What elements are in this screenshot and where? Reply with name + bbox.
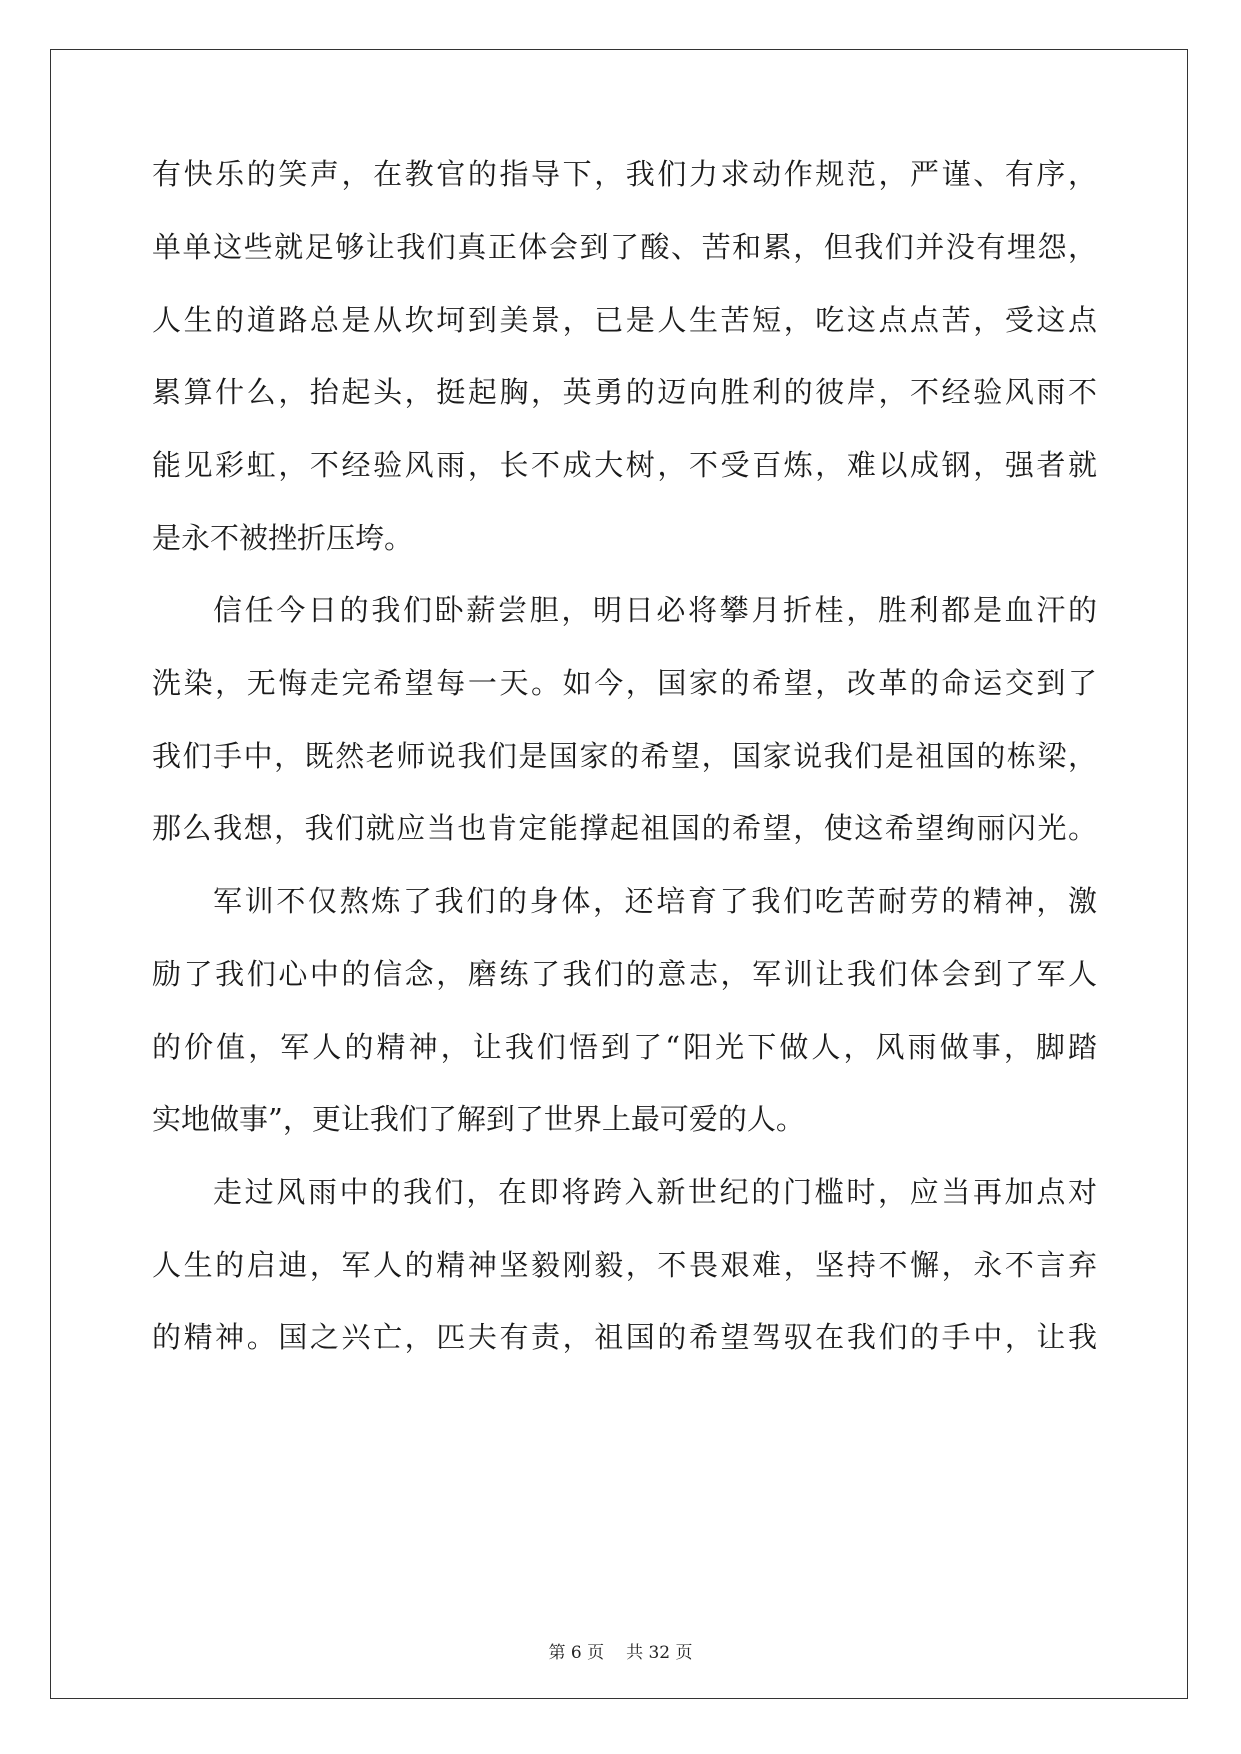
paragraph-line: 的精神。国之兴亡，匹夫有责，祖国的希望驾驭在我们的手中，让我 <box>152 1320 1097 1354</box>
page-border <box>50 49 1188 1699</box>
paragraph-line: 洗染，无悔走完希望每一天。如今，国家的希望，改革的命运交到了 <box>152 666 1097 700</box>
page-footer <box>0 1641 1241 1665</box>
paragraph-line: 人生的道路总是从坎坷到美景，已是人生苦短，吃这点点苦，受这点 <box>152 303 1097 337</box>
paragraph-line: 的价值，军人的精神，让我们悟到了“阳光下做人，风雨做事，脚踏 <box>152 1030 1097 1064</box>
paragraph-line: 单单这些就足够让我们真正体会到了酸、苦和累，但我们并没有埋怨， <box>152 230 1097 264</box>
paragraph-line: 能见彩虹，不经验风雨，长不成大树，不受百炼，难以成钢，强者就 <box>152 448 1097 482</box>
paragraph-line: 军训不仅熬炼了我们的身体，还培育了我们吃苦耐劳的精神，激 <box>213 884 1097 918</box>
page-total: 共 32 页 <box>626 1643 693 1663</box>
page-number: 第 6 页 <box>548 1643 605 1663</box>
paragraph-line: 人生的启迪，军人的精神坚毅刚毅，不畏艰难，坚持不懈，永不言弃 <box>152 1248 1097 1282</box>
paragraph-line: 累算什么，抬起头，挺起胸，英勇的迈向胜利的彼岸，不经验风雨不 <box>152 375 1097 409</box>
paragraph-line: 走过风雨中的我们，在即将跨入新世纪的门槛时，应当再加点对 <box>213 1175 1097 1209</box>
paragraph-line: 是永不被挫折压垮。 <box>152 521 414 555</box>
paragraph-line: 实地做事”，更让我们了解到了世界上最可爱的人。 <box>152 1102 805 1136</box>
paragraph-line: 励了我们心中的信念，磨练了我们的意志，军训让我们体会到了军人 <box>152 957 1097 991</box>
paragraph-line: 有快乐的笑声，在教官的指导下，我们力求动作规范，严谨、有序， <box>152 157 1097 191</box>
paragraph-line: 我们手中，既然老师说我们是国家的希望，国家说我们是祖国的栋梁， <box>152 739 1097 773</box>
paragraph-line: 信任今日的我们卧薪尝胆，明日必将攀月折桂，胜利都是血汗的 <box>213 593 1097 627</box>
paragraph-line: 那么我想，我们就应当也肯定能撑起祖国的希望，使这希望绚丽闪光。 <box>152 811 1097 845</box>
